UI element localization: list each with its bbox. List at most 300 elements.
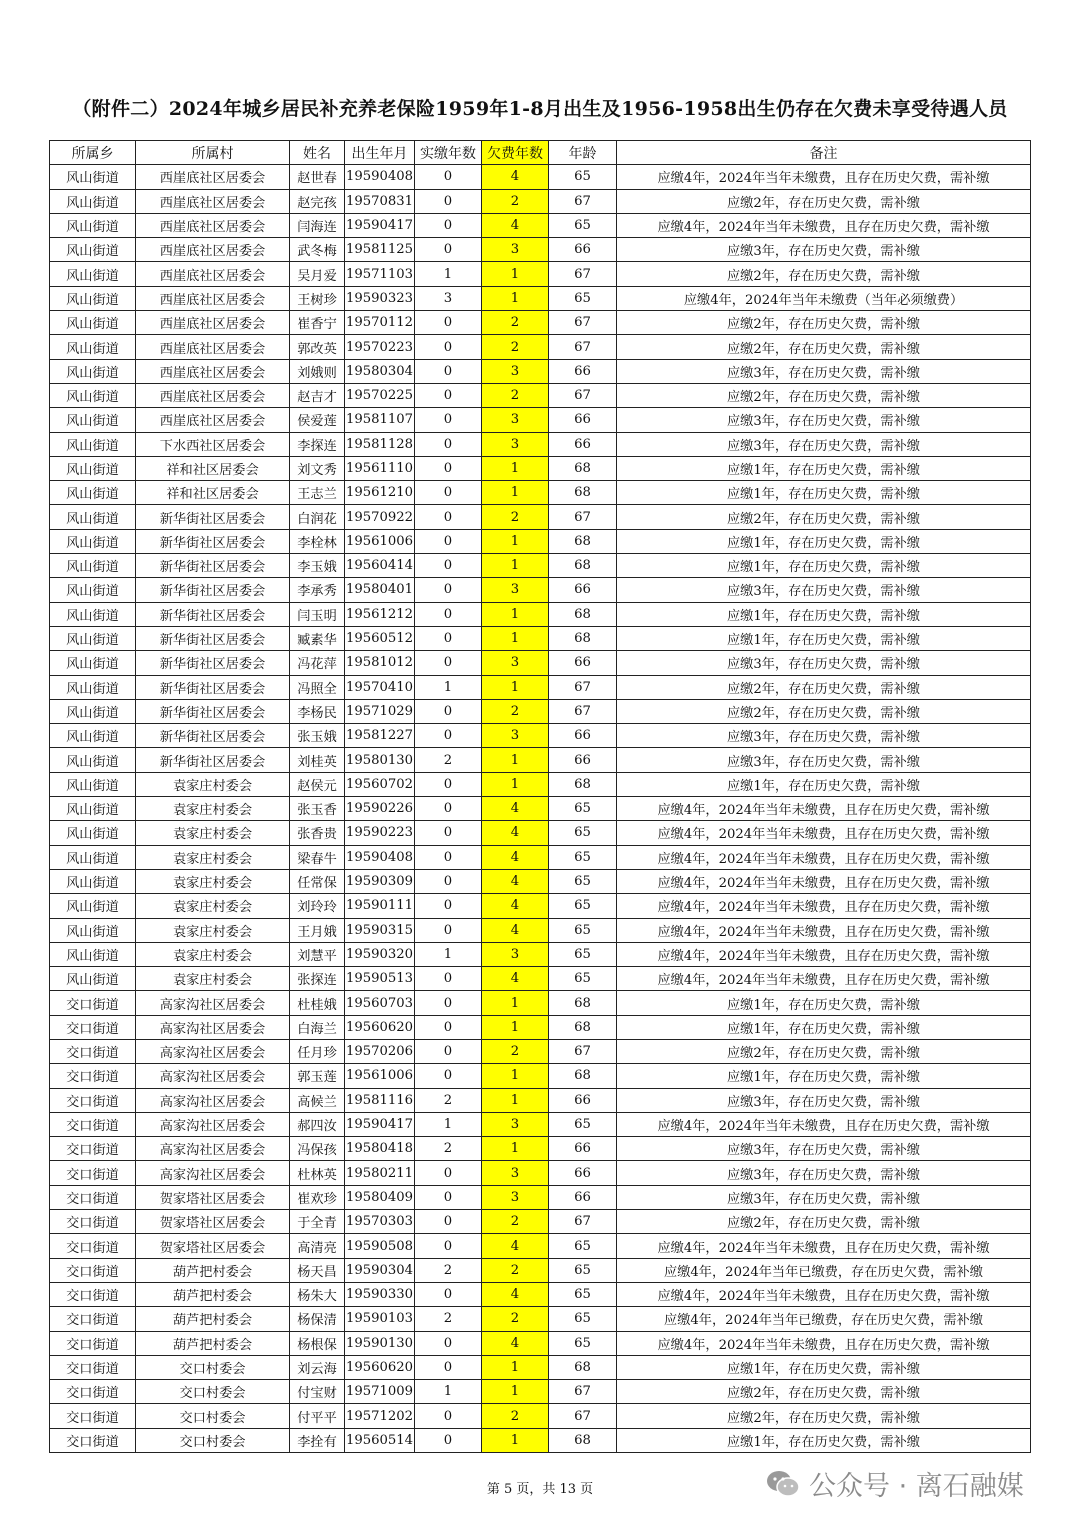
cell-paid-years: 2	[415, 1307, 482, 1331]
cell-name: 赵侯元	[290, 772, 345, 796]
cell-paid-years: 0	[415, 481, 482, 505]
cell-paid-years: 0	[415, 797, 482, 821]
cell-paid-years: 0	[415, 1428, 482, 1452]
table-row	[50, 942, 1031, 966]
cell-paid-years: 0	[415, 845, 482, 869]
cell-name: 李玉娥	[290, 554, 345, 578]
cell-paid-years: 0	[415, 1234, 482, 1258]
cell-name: 杨朱大	[290, 1282, 345, 1306]
cell-name: 高清亮	[290, 1234, 345, 1258]
table-row	[50, 1015, 1031, 1039]
cell-owed-years: 4	[482, 869, 549, 893]
table-row	[50, 1258, 1031, 1282]
cell-age: 67	[549, 311, 617, 335]
cell-remarks: 应缴3年，存在历史欠费，需补缴	[617, 1088, 1031, 1112]
cell-paid-years: 0	[415, 772, 482, 796]
cell-age: 66	[549, 238, 617, 262]
cell-paid-years: 3	[415, 286, 482, 310]
cell-name: 李拴有	[290, 1428, 345, 1452]
cell-owed-years: 4	[482, 1234, 549, 1258]
table-row	[50, 189, 1031, 213]
cell-remarks: 应缴3年，存在历史欠费，需补缴	[617, 432, 1031, 456]
cell-remarks: 应缴4年，2024年当年未缴费，且存在历史欠费，需补缴	[617, 1112, 1031, 1136]
cell-township: 风山街道	[50, 724, 136, 748]
col-header-owed-years: 欠费年数	[482, 141, 549, 165]
cell-township: 交口街道	[50, 1355, 136, 1379]
cell-owed-years: 3	[482, 359, 549, 383]
cell-name: 刘慧平	[290, 942, 345, 966]
table-row	[50, 821, 1031, 845]
table-row	[50, 1161, 1031, 1185]
cell-owed-years: 1	[482, 748, 549, 772]
cell-paid-years: 0	[415, 1064, 482, 1088]
cell-village: 西崖底社区居委会	[136, 189, 290, 213]
cell-village: 袁家庄村委会	[136, 772, 290, 796]
cell-village: 高家沟社区居委会	[136, 1137, 290, 1161]
cell-owed-years: 1	[482, 1137, 549, 1161]
cell-birth: 19571029	[345, 699, 415, 723]
cell-paid-years: 1	[415, 262, 482, 286]
cell-birth: 19590130	[345, 1331, 415, 1355]
cell-village: 新华街社区居委会	[136, 651, 290, 675]
cell-remarks: 应缴4年，2024年当年未缴费，且存在历史欠费，需补缴	[617, 918, 1031, 942]
cell-age: 65	[549, 1112, 617, 1136]
cell-age: 67	[549, 1404, 617, 1428]
cell-village: 西崖底社区居委会	[136, 408, 290, 432]
cell-paid-years: 0	[415, 894, 482, 918]
table-row	[50, 213, 1031, 237]
cell-paid-years: 0	[415, 311, 482, 335]
cell-owed-years: 1	[482, 675, 549, 699]
table-row	[50, 311, 1031, 335]
cell-village: 西崖底社区居委会	[136, 311, 290, 335]
cell-paid-years: 0	[415, 456, 482, 480]
table-row	[50, 1112, 1031, 1136]
cell-birth: 19570831	[345, 189, 415, 213]
cell-township: 交口街道	[50, 1137, 136, 1161]
cell-birth: 19581227	[345, 724, 415, 748]
cell-remarks: 应缴4年，2024年当年未缴费，且存在历史欠费，需补缴	[617, 894, 1031, 918]
cell-remarks: 应缴3年，存在历史欠费，需补缴	[617, 359, 1031, 383]
cell-birth: 19570112	[345, 311, 415, 335]
cell-paid-years: 0	[415, 1282, 482, 1306]
cell-birth: 19580211	[345, 1161, 415, 1185]
cell-name: 张玉香	[290, 797, 345, 821]
cell-age: 67	[549, 189, 617, 213]
cell-remarks: 应缴3年，存在历史欠费，需补缴	[617, 1185, 1031, 1209]
cell-village: 新华街社区居委会	[136, 675, 290, 699]
table-row	[50, 262, 1031, 286]
cell-village: 高家沟社区居委会	[136, 1161, 290, 1185]
cell-village: 西崖底社区居委会	[136, 335, 290, 359]
cell-age: 66	[549, 359, 617, 383]
cell-owed-years: 1	[482, 602, 549, 626]
cell-age: 68	[549, 772, 617, 796]
cell-name: 李杨民	[290, 699, 345, 723]
cell-paid-years: 0	[415, 869, 482, 893]
cell-township: 风山街道	[50, 554, 136, 578]
cell-remarks: 应缴1年，存在历史欠费，需补缴	[617, 991, 1031, 1015]
cell-age: 67	[549, 1039, 617, 1063]
cell-village: 袁家庄村委会	[136, 845, 290, 869]
col-header-township: 所属乡	[50, 141, 136, 165]
cell-age: 66	[549, 432, 617, 456]
cell-township: 交口街道	[50, 1258, 136, 1282]
cell-village: 袁家庄村委会	[136, 967, 290, 991]
cell-paid-years: 1	[415, 1112, 482, 1136]
document-title: （附件二）2024年城乡居民补充养老保险1959年1-8月出生及1956-1958出生仍存在欠费未享受待遇人员	[72, 98, 1008, 120]
table-row	[50, 651, 1031, 675]
cell-age: 65	[549, 1331, 617, 1355]
cell-remarks: 应缴4年，2024年当年未缴费，且存在历史欠费，需补缴	[617, 165, 1031, 189]
cell-owed-years: 4	[482, 845, 549, 869]
cell-remarks: 应缴2年，存在历史欠费，需补缴	[617, 505, 1031, 529]
col-header-remarks: 备注	[617, 141, 1031, 165]
cell-name: 郭玉莲	[290, 1064, 345, 1088]
cell-township: 风山街道	[50, 238, 136, 262]
table-row	[50, 797, 1031, 821]
cell-birth: 19580401	[345, 578, 415, 602]
cell-age: 65	[549, 165, 617, 189]
cell-name: 杜桂娥	[290, 991, 345, 1015]
cell-owed-years: 2	[482, 505, 549, 529]
cell-remarks: 应缴4年，2024年当年未缴费，且存在历史欠费，需补缴	[617, 869, 1031, 893]
cell-township: 交口街道	[50, 1039, 136, 1063]
cell-village: 西崖底社区居委会	[136, 213, 290, 237]
cell-owed-years: 4	[482, 797, 549, 821]
cell-owed-years: 3	[482, 1161, 549, 1185]
cell-owed-years: 2	[482, 383, 549, 407]
roster-table	[49, 140, 1031, 1453]
cell-age: 68	[549, 1355, 617, 1379]
cell-name: 闫海连	[290, 213, 345, 237]
cell-remarks: 应缴1年，存在历史欠费，需补缴	[617, 1064, 1031, 1088]
cell-township: 风山街道	[50, 578, 136, 602]
cell-birth: 19560620	[345, 1355, 415, 1379]
table-row	[50, 578, 1031, 602]
cell-birth: 19590408	[345, 165, 415, 189]
cell-birth: 19570410	[345, 675, 415, 699]
cell-name: 刘桂英	[290, 748, 345, 772]
cell-township: 风山街道	[50, 481, 136, 505]
cell-name: 白海兰	[290, 1015, 345, 1039]
cell-paid-years: 0	[415, 724, 482, 748]
cell-remarks: 应缴2年，存在历史欠费，需补缴	[617, 1380, 1031, 1404]
cell-paid-years: 0	[415, 189, 482, 213]
cell-owed-years: 4	[482, 213, 549, 237]
cell-owed-years: 4	[482, 894, 549, 918]
cell-birth: 19590513	[345, 967, 415, 991]
cell-township: 风山街道	[50, 772, 136, 796]
cell-name: 白润花	[290, 505, 345, 529]
cell-village: 高家沟社区居委会	[136, 1039, 290, 1063]
cell-township: 风山街道	[50, 699, 136, 723]
cell-remarks: 应缴4年，2024年当年已缴费，存在历史欠费，需补缴	[617, 1307, 1031, 1331]
cell-name: 任常保	[290, 869, 345, 893]
cell-paid-years: 0	[415, 432, 482, 456]
cell-remarks: 应缴1年，存在历史欠费，需补缴	[617, 1355, 1031, 1379]
cell-township: 风山街道	[50, 335, 136, 359]
cell-remarks: 应缴4年，2024年当年未缴费，且存在历史欠费，需补缴	[617, 942, 1031, 966]
cell-owed-years: 3	[482, 651, 549, 675]
cell-birth: 19580304	[345, 359, 415, 383]
table-row	[50, 1234, 1031, 1258]
cell-township: 风山街道	[50, 529, 136, 553]
cell-township: 风山街道	[50, 408, 136, 432]
cell-village: 西崖底社区居委会	[136, 165, 290, 189]
col-header-birth: 出生年月	[345, 141, 415, 165]
cell-name: 臧素华	[290, 626, 345, 650]
table-row	[50, 1185, 1031, 1209]
cell-age: 68	[549, 991, 617, 1015]
cell-remarks: 应缴2年，存在历史欠费，需补缴	[617, 1404, 1031, 1428]
cell-name: 赵世春	[290, 165, 345, 189]
cell-birth: 19570223	[345, 335, 415, 359]
table-row	[50, 529, 1031, 553]
cell-age: 65	[549, 894, 617, 918]
cell-birth: 19560414	[345, 554, 415, 578]
cell-name: 付宝财	[290, 1380, 345, 1404]
cell-village: 贺家塔社区居委会	[136, 1185, 290, 1209]
table-row	[50, 967, 1031, 991]
cell-age: 68	[549, 529, 617, 553]
cell-birth: 19561006	[345, 1064, 415, 1088]
cell-age: 66	[549, 1088, 617, 1112]
cell-owed-years: 1	[482, 1355, 549, 1379]
cell-owed-years: 1	[482, 262, 549, 286]
table-row	[50, 724, 1031, 748]
cell-age: 66	[549, 1185, 617, 1209]
table-row	[50, 869, 1031, 893]
cell-age: 67	[549, 699, 617, 723]
cell-remarks: 应缴1年，存在历史欠费，需补缴	[617, 626, 1031, 650]
table-row	[50, 602, 1031, 626]
cell-remarks: 应缴3年，存在历史欠费，需补缴	[617, 724, 1031, 748]
watermark	[765, 1464, 1024, 1503]
table-row	[50, 286, 1031, 310]
cell-remarks: 应缴1年，存在历史欠费，需补缴	[617, 554, 1031, 578]
cell-birth: 19571103	[345, 262, 415, 286]
cell-owed-years: 3	[482, 724, 549, 748]
cell-village: 葫芦把村委会	[136, 1331, 290, 1355]
table-row	[50, 1064, 1031, 1088]
cell-township: 交口街道	[50, 1064, 136, 1088]
cell-age: 68	[549, 1015, 617, 1039]
cell-birth: 19581125	[345, 238, 415, 262]
cell-township: 风山街道	[50, 311, 136, 335]
cell-village: 高家沟社区居委会	[136, 1064, 290, 1088]
table-row	[50, 699, 1031, 723]
cell-owed-years: 1	[482, 1088, 549, 1112]
cell-township: 风山街道	[50, 894, 136, 918]
cell-township: 风山街道	[50, 869, 136, 893]
cell-name: 冯保孩	[290, 1137, 345, 1161]
cell-remarks: 应缴3年，存在历史欠费，需补缴	[617, 578, 1031, 602]
cell-village: 袁家庄村委会	[136, 942, 290, 966]
cell-remarks: 应缴3年，存在历史欠费，需补缴	[617, 651, 1031, 675]
cell-birth: 19590223	[345, 821, 415, 845]
cell-paid-years: 0	[415, 383, 482, 407]
table-row	[50, 1210, 1031, 1234]
cell-name: 赵完孩	[290, 189, 345, 213]
cell-birth: 19571009	[345, 1380, 415, 1404]
table-row	[50, 772, 1031, 796]
table-row	[50, 675, 1031, 699]
cell-paid-years: 0	[415, 578, 482, 602]
cell-township: 风山街道	[50, 165, 136, 189]
cell-paid-years: 0	[415, 359, 482, 383]
cell-birth: 19590309	[345, 869, 415, 893]
cell-age: 66	[549, 578, 617, 602]
page-number: 第 5 页，共 13 页	[486, 1482, 594, 1497]
cell-township: 风山街道	[50, 918, 136, 942]
cell-name: 武冬梅	[290, 238, 345, 262]
cell-village: 祥和社区居委会	[136, 456, 290, 480]
cell-township: 风山街道	[50, 797, 136, 821]
table-row	[50, 335, 1031, 359]
cell-birth: 19590330	[345, 1282, 415, 1306]
cell-age: 65	[549, 845, 617, 869]
cell-township: 交口街道	[50, 1404, 136, 1428]
cell-name: 王志兰	[290, 481, 345, 505]
cell-age: 65	[549, 1258, 617, 1282]
cell-name: 刘云海	[290, 1355, 345, 1379]
header-row	[50, 141, 1031, 165]
cell-village: 西崖底社区居委会	[136, 286, 290, 310]
cell-owed-years: 2	[482, 1210, 549, 1234]
cell-village: 新华街社区居委会	[136, 505, 290, 529]
cell-name: 张香贵	[290, 821, 345, 845]
cell-owed-years: 1	[482, 1428, 549, 1452]
cell-paid-years: 0	[415, 1039, 482, 1063]
table-row	[50, 554, 1031, 578]
cell-owed-years: 1	[482, 1015, 549, 1039]
cell-paid-years: 0	[415, 991, 482, 1015]
cell-paid-years: 0	[415, 821, 482, 845]
cell-village: 葫芦把村委会	[136, 1307, 290, 1331]
cell-township: 风山街道	[50, 651, 136, 675]
cell-birth: 19590111	[345, 894, 415, 918]
cell-village: 贺家塔社区居委会	[136, 1234, 290, 1258]
cell-paid-years: 0	[415, 165, 482, 189]
cell-township: 交口街道	[50, 1015, 136, 1039]
cell-name: 王树珍	[290, 286, 345, 310]
cell-village: 西崖底社区居委会	[136, 359, 290, 383]
cell-township: 风山街道	[50, 359, 136, 383]
cell-paid-years: 1	[415, 675, 482, 699]
cell-owed-years: 2	[482, 311, 549, 335]
cell-remarks: 应缴4年，2024年当年未缴费，且存在历史欠费，需补缴	[617, 213, 1031, 237]
cell-owed-years: 2	[482, 189, 549, 213]
cell-paid-years: 2	[415, 748, 482, 772]
cell-birth: 19570303	[345, 1210, 415, 1234]
table-row	[50, 1282, 1031, 1306]
table-row	[50, 505, 1031, 529]
cell-age: 65	[549, 918, 617, 942]
cell-birth: 19580130	[345, 748, 415, 772]
cell-birth: 19581128	[345, 432, 415, 456]
table-row	[50, 1428, 1031, 1452]
cell-paid-years: 0	[415, 408, 482, 432]
cell-township: 风山街道	[50, 675, 136, 699]
cell-age: 67	[549, 1380, 617, 1404]
cell-birth: 19560703	[345, 991, 415, 1015]
cell-age: 68	[549, 1428, 617, 1452]
table-row	[50, 845, 1031, 869]
table-row	[50, 918, 1031, 942]
cell-birth: 19561006	[345, 529, 415, 553]
table-row	[50, 991, 1031, 1015]
cell-village: 袁家庄村委会	[136, 869, 290, 893]
cell-name: 赵吉才	[290, 383, 345, 407]
cell-age: 67	[549, 335, 617, 359]
cell-remarks: 应缴4年，2024年当年未缴费，且存在历史欠费，需补缴	[617, 821, 1031, 845]
cell-age: 65	[549, 967, 617, 991]
cell-name: 李栓林	[290, 529, 345, 553]
cell-remarks: 应缴2年，存在历史欠费，需补缴	[617, 262, 1031, 286]
cell-name: 郭改英	[290, 335, 345, 359]
cell-age: 68	[549, 554, 617, 578]
table-row	[50, 408, 1031, 432]
cell-birth: 19561210	[345, 481, 415, 505]
cell-birth: 19571202	[345, 1404, 415, 1428]
cell-owed-years: 3	[482, 1185, 549, 1209]
cell-birth: 19560512	[345, 626, 415, 650]
cell-township: 风山街道	[50, 748, 136, 772]
cell-age: 66	[549, 408, 617, 432]
cell-name: 于全青	[290, 1210, 345, 1234]
cell-birth: 19560620	[345, 1015, 415, 1039]
cell-remarks: 应缴1年，存在历史欠费，需补缴	[617, 772, 1031, 796]
cell-remarks: 应缴2年，存在历史欠费，需补缴	[617, 699, 1031, 723]
cell-paid-years: 0	[415, 335, 482, 359]
cell-village: 新华街社区居委会	[136, 724, 290, 748]
cell-village: 新华街社区居委会	[136, 626, 290, 650]
cell-name: 郝四汝	[290, 1112, 345, 1136]
cell-name: 付平平	[290, 1404, 345, 1428]
cell-owed-years: 1	[482, 554, 549, 578]
cell-birth: 19590323	[345, 286, 415, 310]
cell-township: 风山街道	[50, 967, 136, 991]
cell-paid-years: 0	[415, 505, 482, 529]
cell-remarks: 应缴4年，2024年当年未缴费，且存在历史欠费，需补缴	[617, 1331, 1031, 1355]
cell-owed-years: 2	[482, 335, 549, 359]
cell-birth: 19570225	[345, 383, 415, 407]
table-row	[50, 1137, 1031, 1161]
cell-township: 交口街道	[50, 1234, 136, 1258]
cell-township: 交口街道	[50, 1210, 136, 1234]
cell-name: 杜林英	[290, 1161, 345, 1185]
cell-township: 风山街道	[50, 626, 136, 650]
cell-birth: 19590508	[345, 1234, 415, 1258]
cell-remarks: 应缴2年，存在历史欠费，需补缴	[617, 1039, 1031, 1063]
table-row	[50, 1331, 1031, 1355]
cell-owed-years: 1	[482, 1380, 549, 1404]
cell-township: 交口街道	[50, 1380, 136, 1404]
cell-village: 下水西社区居委会	[136, 432, 290, 456]
cell-owed-years: 1	[482, 529, 549, 553]
cell-township: 风山街道	[50, 942, 136, 966]
cell-birth: 19590320	[345, 942, 415, 966]
cell-owed-years: 1	[482, 456, 549, 480]
cell-township: 风山街道	[50, 189, 136, 213]
cell-age: 66	[549, 1161, 617, 1185]
cell-owed-years: 1	[482, 772, 549, 796]
cell-paid-years: 2	[415, 1258, 482, 1282]
cell-age: 65	[549, 1234, 617, 1258]
cell-name: 刘文秀	[290, 456, 345, 480]
cell-village: 新华街社区居委会	[136, 602, 290, 626]
